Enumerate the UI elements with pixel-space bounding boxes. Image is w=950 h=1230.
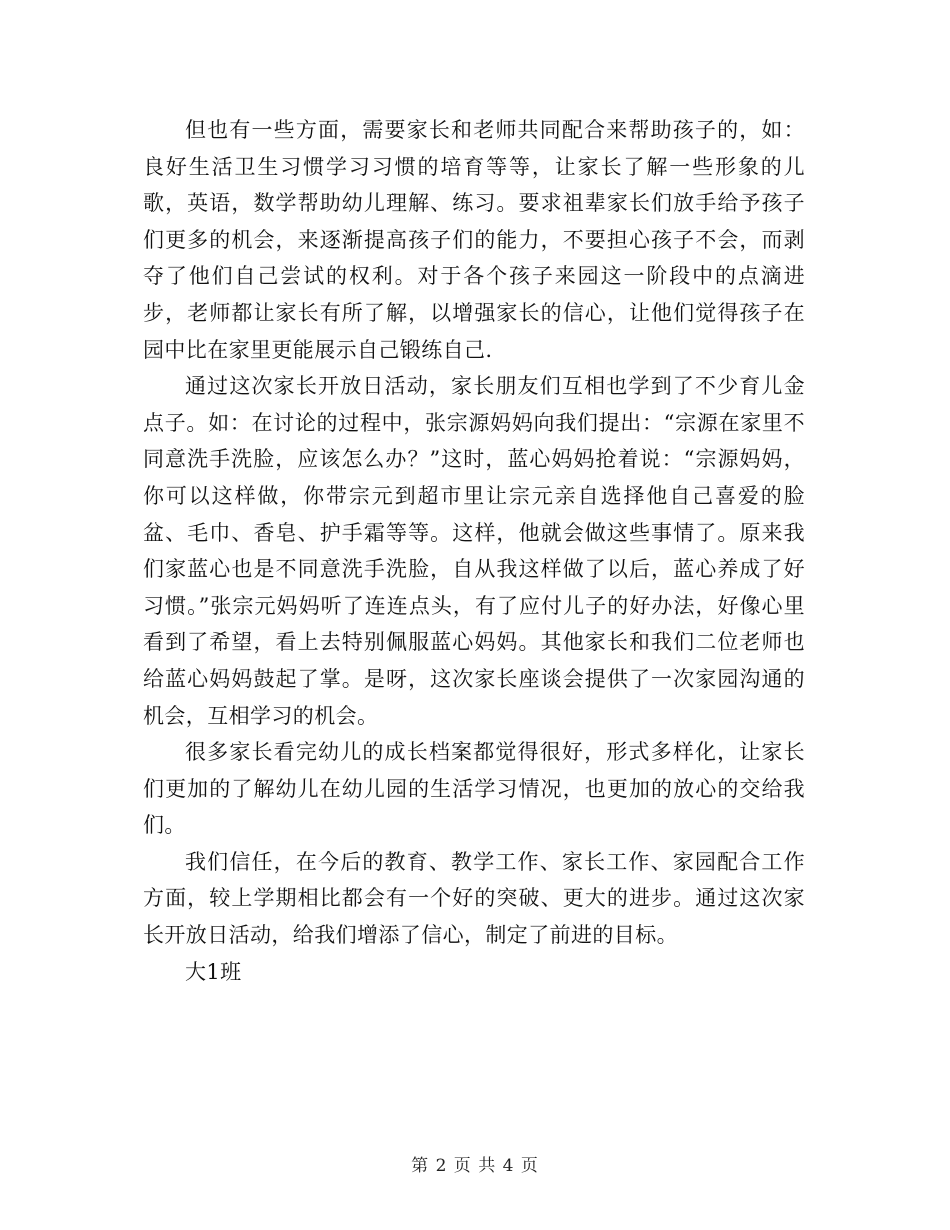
document-body bbox=[143, 112, 805, 990]
paragraph-4: 我们信任，在今后的教育、教学工作、家长工作、家园配合工作方面，较上学期相比都会有一个好的突破、更大的进步。通过这次家长开放日活动，给我们增添了信心，制定了前进的目标。 bbox=[143, 849, 805, 948]
paragraph-3: 很多家长看完幼儿的成长档案都觉得很好，形式多样化，让家长们更加的了解幼儿在幼儿园的生活学习情况，也更加的放心的交给我们。 bbox=[143, 740, 805, 838]
page-number-footer: 第 2 页 共 4 页 bbox=[411, 1156, 539, 1176]
class-signature: 大1班 bbox=[185, 959, 242, 984]
paragraph-1: 但也有一些方面，需要家长和老师共同配合来帮助孩子的，如：良好生活卫生习惯学习习惯的培育等等，让家长了解一些形象的儿歌，英语，数学帮助幼儿理解、练习。要求祖辈家长们放手给予孩子们更多的机会，来逐渐提高孩子们的能力，不要担心孩子不会，而剥夺了他们自己尝试的权利。对于各个孩子来园这一阶段中的点滴进步，老师都让家长有所了解，以增强家长的信心，让他们觉得孩子在园中比在家里更能展示自己锻练自己. bbox=[143, 118, 805, 362]
paragraph-2: 通过这次家长开放日活动，家长朋友们互相也学到了不少育儿金点子。如：在讨论的过程中，张宗源妈妈向我们提出：“宗源在家里不同意洗手洗脸，应该怎么办？”这时，蓝心妈妈抢着说：“宗源妈妈，你可以这样做，你带宗元到超市里让宗元亲自选择他自己喜爱的脸盆、毛巾、香皂、护手霜等等。这样，他就会做这些事情了。原来我们家蓝心也是不同意洗手洗脸，自从我这样做了以后，蓝心养成了好习惯。”张宗元妈妈听了连连点头，有了应付儿子的好办法，好像心里看到了希望，看上去特别佩服蓝心妈妈。其他家长和我们二位老师也给蓝心妈妈鼓起了掌。是呀，这次家长座谈会提供了一次家园沟通的机会，互相学习的机会。 bbox=[143, 374, 805, 728]
